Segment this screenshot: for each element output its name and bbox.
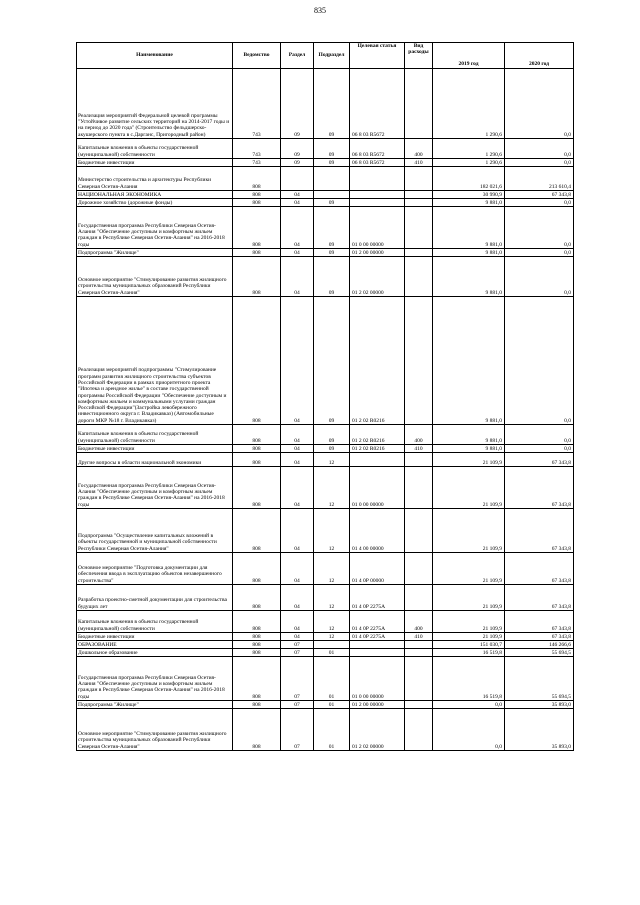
row-target: 01 2 00 00000 (350, 249, 405, 257)
row-exp-type (405, 467, 433, 509)
row-section: 04 (281, 585, 314, 611)
row-dept: 808 (233, 701, 281, 709)
table-row (77, 159, 574, 167)
row-target (350, 199, 405, 207)
row-2019: 1 290,6 (433, 139, 505, 159)
row-target (350, 167, 405, 191)
row-subsection: 01 (314, 701, 350, 709)
row-2020: 0,0 (505, 257, 574, 297)
row-subsection: 12 (314, 467, 350, 509)
row-section: 04 (281, 249, 314, 257)
row-subsection: 09 (314, 297, 350, 425)
row-name: Капитальные вложения в объекты государственной (муниципальной) собственности (77, 611, 233, 633)
row-exp-type (405, 585, 433, 611)
row-name: Капитальные вложения в объекты государственной (муниципальной) собственности (77, 425, 233, 445)
row-dept: 808 (233, 297, 281, 425)
row-2019: 21 109,9 (433, 553, 505, 585)
row-name: Министерство строительства и архитектуры Республики Северная Осетия-Алания (77, 167, 233, 191)
row-dept: 808 (233, 649, 281, 657)
row-subsection (314, 641, 350, 649)
row-2020: 67 343,8 (505, 453, 574, 467)
row-dept: 808 (233, 641, 281, 649)
row-name: Реализация мероприятий подпрограммы "Стимулирование программ развития жилищного строительства субъектов Российской Федерации в рамках приоритетного проекта "Ипотека и арендное жилье" в составе государственной программы Российской Федерации "Обеспечение доступным и комфортным жильем и коммунальными услугами граждан Российской Федерации"(Застройка левобережного инвестиционного округа г. Владикавказ) (Автомобильные дороги МКР №18 г. Владикавказ) (77, 297, 233, 425)
row-subsection: 09 (314, 425, 350, 445)
row-section: 04 (281, 553, 314, 585)
row-subsection: 12 (314, 633, 350, 641)
table-row (77, 649, 574, 657)
row-section: 04 (281, 191, 314, 199)
row-2020: 0,0 (505, 207, 574, 249)
row-dept: 743 (233, 159, 281, 167)
row-2020: 35 893,0 (505, 701, 574, 709)
row-section: 04 (281, 453, 314, 467)
table-row (77, 425, 574, 445)
row-dept: 743 (233, 139, 281, 159)
row-exp-type: 410 (405, 633, 433, 641)
table-row (77, 199, 574, 207)
row-exp-type: 410 (405, 159, 433, 167)
row-2020: 0,0 (505, 297, 574, 425)
row-target: 01 2 00 00000 (350, 701, 405, 709)
row-target (350, 453, 405, 467)
row-2020: 0,0 (505, 445, 574, 453)
table-row (77, 509, 574, 553)
row-subsection: 12 (314, 453, 350, 467)
row-target: 01 4 0Р 2275А (350, 585, 405, 611)
row-dept: 808 (233, 425, 281, 445)
row-name: Бюджетные инвестиции (77, 633, 233, 641)
row-dept: 808 (233, 453, 281, 467)
row-name: Государственная программа Республики Северная Осетия-Алания "Обеспечение доступным и комфортным жильем граждан в Республике Северная Осетия-Алания" на 2016-2018 годы (77, 207, 233, 249)
row-target: 01 4 0Р 2275А (350, 633, 405, 641)
row-target: 01 0 00 00000 (350, 207, 405, 249)
row-2019: 151 030,7 (433, 641, 505, 649)
row-exp-type: 400 (405, 425, 433, 445)
row-2019: 16 519,8 (433, 657, 505, 701)
row-dept: 808 (233, 467, 281, 509)
row-exp-type (405, 199, 433, 207)
row-name: Подпрограмма "Жилище" (77, 701, 233, 709)
row-2019: 9 881,0 (433, 297, 505, 425)
row-subsection: 09 (314, 69, 350, 139)
page-number: 835 (314, 6, 326, 15)
row-dept: 808 (233, 167, 281, 191)
row-section: 04 (281, 199, 314, 207)
row-exp-type (405, 191, 433, 199)
table-row (77, 611, 574, 633)
row-2019: 182 021,6 (433, 167, 505, 191)
row-subsection: 12 (314, 509, 350, 553)
row-name: Основное мероприятие "Стимулирование развития жилищного строительства муниципальных образований Республики Северная Осетия-Алания" (77, 257, 233, 297)
table-row (77, 69, 574, 139)
row-target: 01 0 00 00000 (350, 657, 405, 701)
row-target: 01 2 02 R0216 (350, 445, 405, 453)
row-name: Другие вопросы в области национальной экономики (77, 453, 233, 467)
row-target (350, 191, 405, 199)
row-name: Подпрограмма "Осуществление капитальных вложений в объекты государственной и муниципальной собственности Республики Северная Осетия-Алания" (77, 509, 233, 553)
row-name: Реализация мероприятий Федеральной целевой программы "Устойчивое развитие сельских территорий на 2014-2017 годы и на период до 2020 года" (Строительство фельдшерско-акушерского пункта в с.Дарганс, Пригородный район) (77, 69, 233, 139)
row-target: 06 8 03 R5672 (350, 139, 405, 159)
row-2019: 9 881,0 (433, 445, 505, 453)
row-exp-type: 410 (405, 445, 433, 453)
row-section: 04 (281, 509, 314, 553)
row-subsection: 01 (314, 657, 350, 701)
row-target: 01 4 0Р 2275А (350, 611, 405, 633)
row-target (350, 649, 405, 657)
row-subsection: 01 (314, 649, 350, 657)
row-section: 09 (281, 159, 314, 167)
row-2020: 67 343,8 (505, 467, 574, 509)
row-target: 01 4 0Р 00000 (350, 553, 405, 585)
row-2019: 21 109,9 (433, 611, 505, 633)
row-dept: 808 (233, 709, 281, 751)
row-dept: 808 (233, 249, 281, 257)
row-2019: 21 109,9 (433, 453, 505, 467)
row-exp-type (405, 509, 433, 553)
row-dept: 808 (233, 257, 281, 297)
row-dept: 808 (233, 191, 281, 199)
header-2020: 2020 год (505, 43, 574, 69)
row-dept: 808 (233, 199, 281, 207)
row-exp-type (405, 69, 433, 139)
table-row (77, 657, 574, 701)
row-2020: 0,0 (505, 249, 574, 257)
row-2019: 1 290,6 (433, 69, 505, 139)
row-section: 07 (281, 709, 314, 751)
row-name: Основное мероприятие "Стимулирование развития жилищного строительства муниципальных образований Республики Северная Осетия-Алания" (77, 709, 233, 751)
row-2020: 0,0 (505, 199, 574, 207)
row-target: 01 2 02 R0216 (350, 297, 405, 425)
row-name: Разработка проектно-сметной документации для строительства будущих лет (77, 585, 233, 611)
row-2020: 0,0 (505, 159, 574, 167)
row-target: 01 4 00 00000 (350, 509, 405, 553)
table-row (77, 207, 574, 249)
row-exp-type (405, 657, 433, 701)
row-subsection: 09 (314, 257, 350, 297)
row-section: 04 (281, 633, 314, 641)
row-section: 04 (281, 425, 314, 445)
row-target: 01 2 02 00000 (350, 257, 405, 297)
header-dept: Ведомство (233, 43, 281, 69)
row-2019: 21 109,9 (433, 509, 505, 553)
row-dept: 808 (233, 509, 281, 553)
table-row (77, 701, 574, 709)
row-exp-type (405, 553, 433, 585)
row-exp-type (405, 207, 433, 249)
row-2020: 0,0 (505, 139, 574, 159)
row-target (350, 641, 405, 649)
row-subsection: 09 (314, 199, 350, 207)
row-dept: 808 (233, 633, 281, 641)
row-2020: 67 343,8 (505, 611, 574, 633)
row-2019: 9 881,0 (433, 249, 505, 257)
row-exp-type (405, 249, 433, 257)
row-section: 07 (281, 649, 314, 657)
table-row (77, 139, 574, 159)
row-2019: 0,0 (433, 709, 505, 751)
row-section: 09 (281, 69, 314, 139)
row-name: Бюджетные инвестиции (77, 159, 233, 167)
row-section: 04 (281, 257, 314, 297)
row-dept: 743 (233, 69, 281, 139)
row-dept: 808 (233, 445, 281, 453)
row-2020: 67 343,8 (505, 553, 574, 585)
table-row (77, 641, 574, 649)
table-row (77, 249, 574, 257)
row-name: Дошкольное образование (77, 649, 233, 657)
row-2020: 55 694,5 (505, 649, 574, 657)
row-2019: 21 109,9 (433, 585, 505, 611)
row-exp-type (405, 641, 433, 649)
row-2019: 9 881,0 (433, 257, 505, 297)
row-exp-type: 400 (405, 139, 433, 159)
row-exp-type (405, 297, 433, 425)
table-row (77, 585, 574, 611)
row-2019: 9 881,0 (433, 207, 505, 249)
row-name: Капитальные вложения в объекты государственной (муниципальной) собственности (77, 139, 233, 159)
row-2019: 1 290,6 (433, 159, 505, 167)
header-2019: 2019 год (433, 43, 505, 69)
header-name: Наименование (77, 43, 233, 69)
row-exp-type (405, 257, 433, 297)
row-target: 01 0 00 00000 (350, 467, 405, 509)
row-section: 07 (281, 657, 314, 701)
row-2019: 21 109,9 (433, 467, 505, 509)
table-row (77, 633, 574, 641)
row-section: 04 (281, 611, 314, 633)
row-name: ОБРАЗОВАНИЕ (77, 641, 233, 649)
table-header-row (77, 43, 574, 69)
table-row (77, 467, 574, 509)
row-exp-type (405, 453, 433, 467)
row-section: 04 (281, 445, 314, 453)
row-exp-type (405, 167, 433, 191)
row-2019: 9 881,0 (433, 199, 505, 207)
row-section: 09 (281, 139, 314, 159)
row-dept: 808 (233, 207, 281, 249)
row-subsection: 09 (314, 249, 350, 257)
row-name: НАЦИОНАЛЬНАЯ ЭКОНОМИКА (77, 191, 233, 199)
row-target: 01 2 02 R0216 (350, 425, 405, 445)
row-name: Государственная программа Республики Северная Осетия-Алания "Обеспечение доступным и комфортным жильем граждан в Республике Северная Осетия-Алания" на 2016-2018 годы (77, 467, 233, 509)
row-exp-type (405, 701, 433, 709)
row-section: 04 (281, 297, 314, 425)
row-2020: 67 343,8 (505, 585, 574, 611)
row-2019: 16 519,8 (433, 649, 505, 657)
table-row (77, 453, 574, 467)
row-section: 04 (281, 207, 314, 249)
row-subsection: 09 (314, 139, 350, 159)
row-target: 06 8 03 R5672 (350, 69, 405, 139)
row-2019: 9 881,0 (433, 425, 505, 445)
table-row (77, 709, 574, 751)
row-dept: 808 (233, 611, 281, 633)
row-2020: 0,0 (505, 425, 574, 445)
row-2020: 0,0 (505, 69, 574, 139)
table-row (77, 167, 574, 191)
header-section: Раздел (281, 43, 314, 69)
table-row (77, 445, 574, 453)
row-dept: 808 (233, 553, 281, 585)
row-section (281, 167, 314, 191)
table-body (77, 69, 574, 751)
table-row (77, 257, 574, 297)
header-exp-type: Вид расходы (405, 43, 433, 69)
row-name: Подпрограмма "Жилище" (77, 249, 233, 257)
table-row (77, 553, 574, 585)
row-2020: 146 266,6 (505, 641, 574, 649)
table-row (77, 191, 574, 199)
row-name: Основное мероприятие "Подготовка документации для обеспечения ввода в эксплуатацию объектов незавершенного строительства" (77, 553, 233, 585)
row-2019: 0,0 (433, 701, 505, 709)
row-name: Дорожное хозяйство (дорожные фонды) (77, 199, 233, 207)
row-name: Бюджетные инвестиции (77, 445, 233, 453)
header-target: Целевая статья (350, 43, 405, 69)
row-target: 06 8 03 R5672 (350, 159, 405, 167)
row-subsection: 09 (314, 159, 350, 167)
row-target: 01 2 02 00000 (350, 709, 405, 751)
row-exp-type (405, 649, 433, 657)
row-section: 07 (281, 701, 314, 709)
row-section: 04 (281, 467, 314, 509)
row-exp-type: 400 (405, 611, 433, 633)
row-exp-type (405, 709, 433, 751)
row-2020: 67 343,8 (505, 191, 574, 199)
row-subsection: 12 (314, 611, 350, 633)
row-2020: 67 343,8 (505, 633, 574, 641)
table-row (77, 297, 574, 425)
row-subsection: 12 (314, 553, 350, 585)
row-dept: 808 (233, 585, 281, 611)
header-subsection: Подраздел (314, 43, 350, 69)
row-subsection: 12 (314, 585, 350, 611)
row-subsection (314, 191, 350, 199)
row-section: 07 (281, 641, 314, 649)
row-subsection: 01 (314, 709, 350, 751)
row-2020: 67 343,8 (505, 509, 574, 553)
row-subsection: 09 (314, 445, 350, 453)
row-2019: 21 109,9 (433, 633, 505, 641)
row-subsection (314, 167, 350, 191)
row-2020: 213 610,4 (505, 167, 574, 191)
row-2020: 35 893,0 (505, 709, 574, 751)
row-2020: 55 694,5 (505, 657, 574, 701)
row-subsection: 09 (314, 207, 350, 249)
budget-table (76, 42, 574, 751)
row-dept: 808 (233, 657, 281, 701)
row-2019: 30 990,9 (433, 191, 505, 199)
row-name: Государственная программа Республики Северная Осетия-Алания "Обеспечение доступным и комфортным жильем граждан в Республике Северная Осетия-Алания" на 2016-2018 годы (77, 657, 233, 701)
